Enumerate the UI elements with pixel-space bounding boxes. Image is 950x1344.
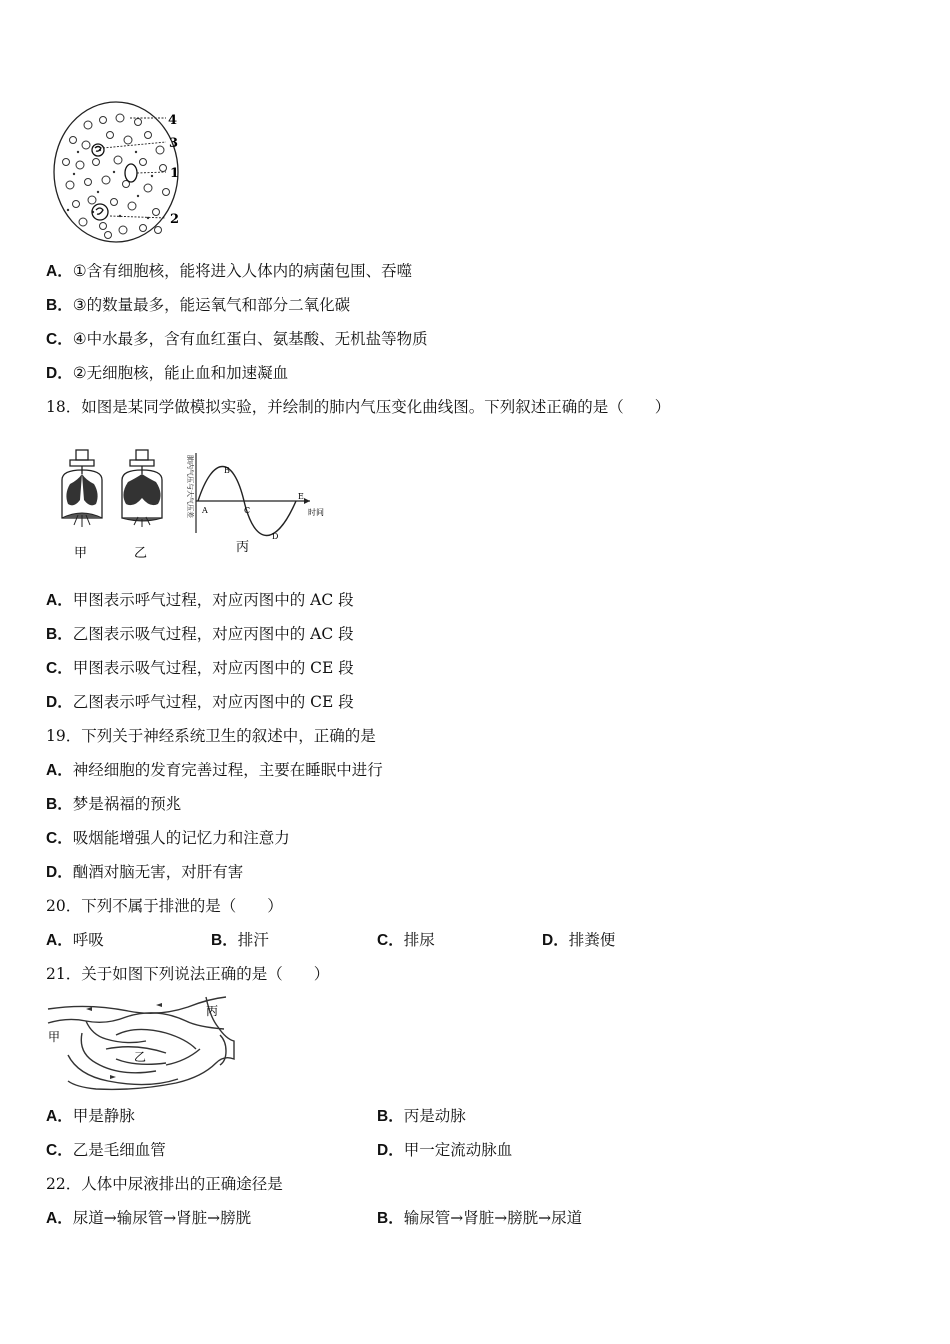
q18-stem: 18．如图是某同学做模拟实验，并绘制的肺内气压变化曲线图。下列叙述正确的是（ ） <box>46 398 671 416</box>
option-text: ②无细胞核，能止血和加速凝血 <box>72 364 289 382</box>
q17-option-d <box>46 363 288 384</box>
option-letter: D． <box>46 694 73 711</box>
vessel-label-jia: 甲 <box>48 1030 61 1044</box>
q21-stem: 21．关于如图下列说法正确的是（ ） <box>46 965 330 983</box>
jar-jia-label: 甲 <box>74 546 88 561</box>
option-letter: A． <box>46 263 73 280</box>
option-text: 排尿 <box>403 931 435 949</box>
option-text: 酗酒对脑无害，对肝有害 <box>72 863 244 881</box>
lung-pressure-figure <box>48 445 338 565</box>
option-text: 呼吸 <box>72 931 104 949</box>
option-letter: C． <box>46 1142 73 1159</box>
option-letter: D． <box>46 864 73 881</box>
option-text: 丙是动脉 <box>403 1107 466 1125</box>
option-letter: D． <box>377 1142 404 1159</box>
option-text: 甲图表示吸气过程，对应丙图中的 CE 段 <box>72 659 354 677</box>
q20-stem: 20．下列不属于排泄的是（ ） <box>46 897 283 915</box>
q20-option-b <box>211 930 269 951</box>
option-text: 吸烟能增强人的记忆力和注意力 <box>72 829 290 847</box>
option-letter: D． <box>542 932 569 949</box>
option-text: 甲是静脉 <box>72 1107 135 1125</box>
option-letter: C． <box>46 830 73 847</box>
option-letter: B． <box>46 626 73 643</box>
smear-label-3: 3 <box>169 136 179 151</box>
q19-option-b <box>46 794 181 815</box>
q18-option-d <box>46 692 354 713</box>
q20-option-a <box>46 930 104 951</box>
option-letter: A． <box>46 1210 73 1227</box>
smear-label-4: 4 <box>168 113 178 128</box>
graph-point-c: C <box>244 506 251 515</box>
vessel-label-bing: 丙 <box>206 1004 219 1018</box>
blood-smear-figure <box>48 100 198 250</box>
graph-point-e: E <box>298 492 304 501</box>
option-letter: D． <box>46 365 73 382</box>
option-letter: C． <box>377 932 404 949</box>
q19-option-a <box>46 760 383 781</box>
graph-point-b: B <box>224 466 230 475</box>
q19-option-d <box>46 862 243 883</box>
q17-option-c <box>46 329 428 350</box>
option-text: 梦是祸福的预兆 <box>72 795 182 813</box>
graph-xlabel: 时间 <box>308 508 324 517</box>
q21-option-c <box>46 1140 166 1161</box>
vessel-label-yi: 乙 <box>134 1050 147 1064</box>
option-letter: B． <box>377 1210 404 1227</box>
option-text: 乙图表示呼气过程，对应丙图中的 CE 段 <box>72 693 354 711</box>
option-letter: A． <box>46 1108 73 1125</box>
option-letter: A． <box>46 762 73 779</box>
q22-option-b <box>377 1208 582 1229</box>
q22-option-a <box>46 1208 251 1229</box>
jar-yi-label: 乙 <box>134 546 148 561</box>
q17-option-a <box>46 261 412 282</box>
q19-option-c <box>46 828 290 849</box>
option-letter: C． <box>46 331 73 348</box>
option-text: 排汗 <box>237 931 269 949</box>
option-letter: B． <box>46 297 73 314</box>
q21-option-a <box>46 1106 135 1127</box>
option-text: 排粪便 <box>568 931 616 949</box>
smear-label-1: 1 <box>170 166 180 181</box>
graph-bing-label: 丙 <box>236 540 250 555</box>
option-text: 甲一定流动脉血 <box>403 1141 513 1159</box>
q20-option-c <box>377 930 435 951</box>
blood-vessel-figure <box>46 995 238 1093</box>
option-text: 尿道→输尿管→肾脏→膀胱 <box>72 1209 252 1227</box>
option-text: 甲图表示呼气过程，对应丙图中的 AC 段 <box>72 591 354 609</box>
q22-stem: 22．人体中尿液排出的正确途径是 <box>46 1175 283 1193</box>
graph-point-a: A <box>202 506 208 515</box>
q21-option-b <box>377 1106 466 1127</box>
option-text: 输尿管→肾脏→膀胱→尿道 <box>403 1209 583 1227</box>
q18-option-a <box>46 590 354 611</box>
option-letter: B． <box>46 796 73 813</box>
option-text: 乙是毛细血管 <box>72 1141 166 1159</box>
option-text: ④中水最多，含有血红蛋白、氨基酸、无机盐等物质 <box>72 330 428 348</box>
option-letter: C． <box>46 660 73 677</box>
q18-option-c <box>46 658 354 679</box>
option-letter: A． <box>46 932 73 949</box>
graph-ylabel: 肺内气压与大气压差 <box>186 455 194 518</box>
q17-option-b <box>46 295 350 316</box>
q21-option-d <box>377 1140 512 1161</box>
option-letter: A． <box>46 592 73 609</box>
option-text: ③的数量最多，能运氧气和部分二氧化碳 <box>72 296 351 314</box>
graph-point-d: D <box>272 532 279 541</box>
option-letter: B． <box>377 1108 404 1125</box>
option-text: 乙图表示吸气过程，对应丙图中的 AC 段 <box>72 625 354 643</box>
q20-option-d <box>542 930 615 951</box>
option-letter: B． <box>211 932 238 949</box>
q18-option-b <box>46 624 354 645</box>
smear-label-2: 2 <box>170 212 180 227</box>
option-text: ①含有细胞核，能将进入人体内的病菌包围、吞噬 <box>72 262 413 280</box>
q19-stem: 19．下列关于神经系统卫生的叙述中，正确的是 <box>46 727 376 745</box>
option-text: 神经细胞的发育完善过程，主要在睡眠中进行 <box>72 761 383 779</box>
